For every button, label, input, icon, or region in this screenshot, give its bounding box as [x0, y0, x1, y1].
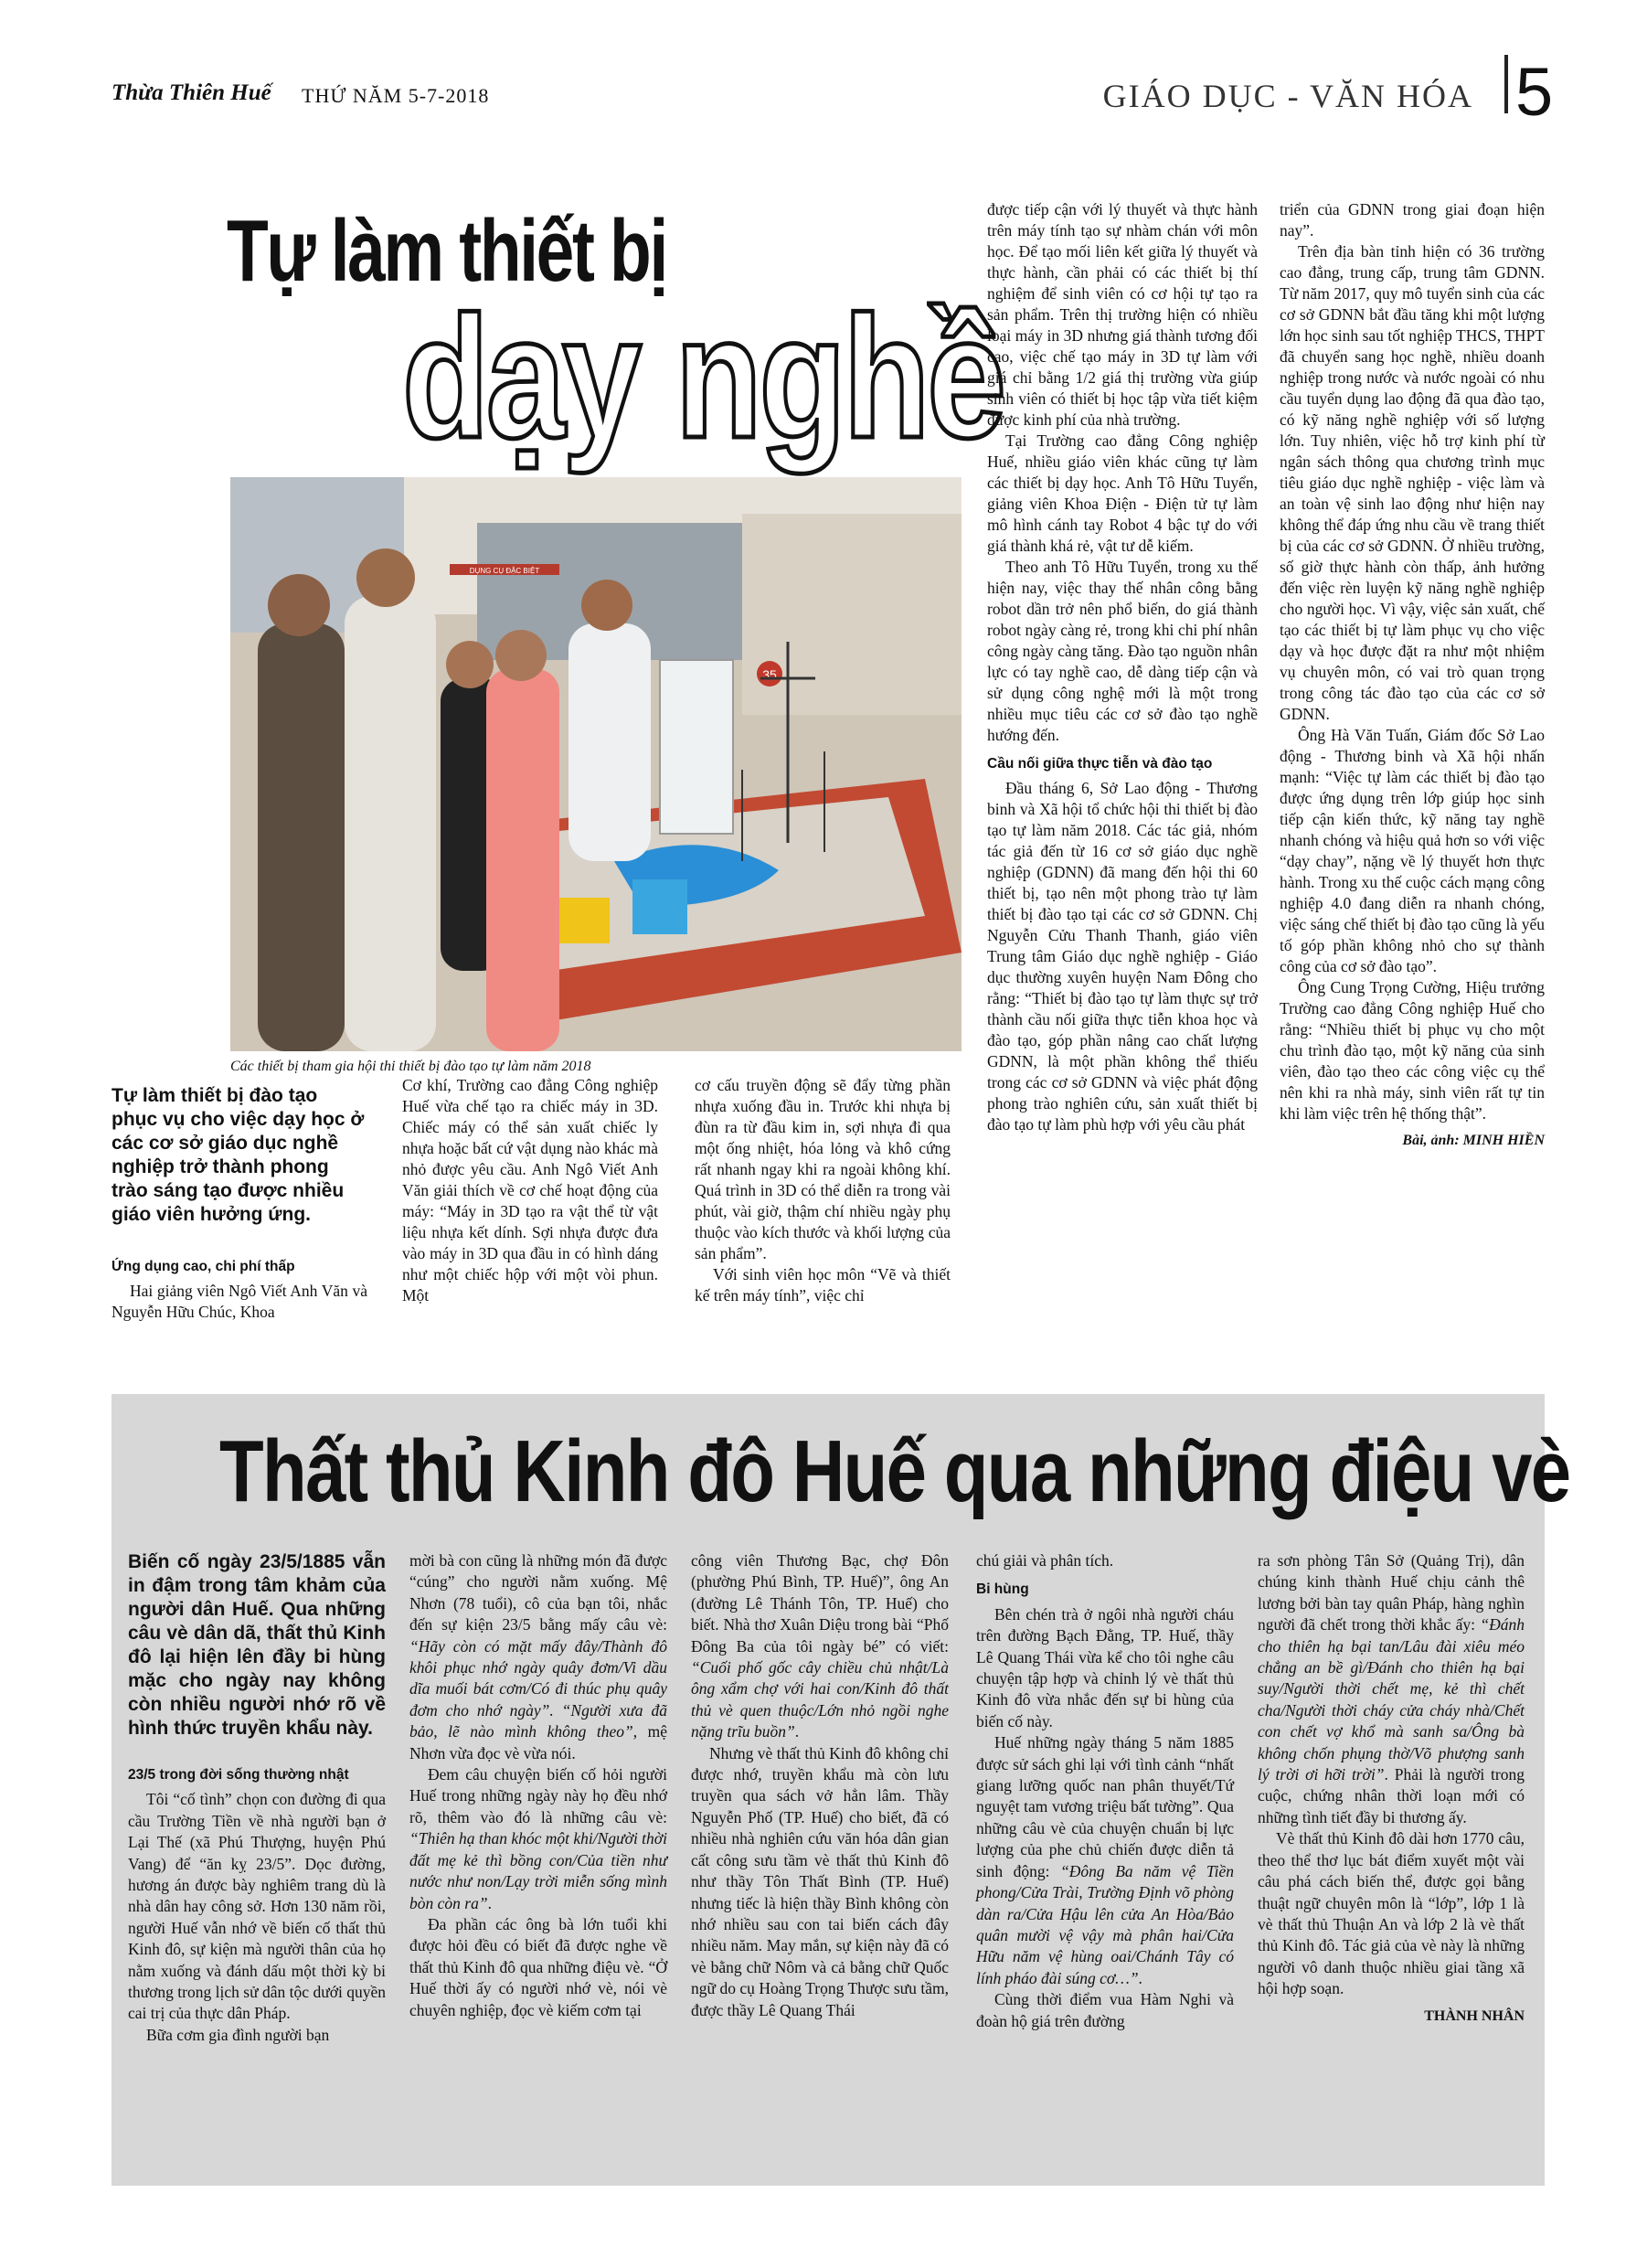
article1-lede: Tự làm thiết bị đào tạo phục vụ cho việc dạy học ở các cơ sở giáo dục nghề nghiệp trở thành phong trào sáng tạo được nhiều giáo viên hưởng ứng.: [112, 1085, 365, 1225]
article2-subhead-2: Bi hùng: [976, 1581, 1029, 1598]
article2-subhead-1: 23/5 trong đời sống thường nhật: [128, 1767, 349, 1783]
article2-text: , mệ Nhơn vừa đọc vè vừa nói.: [409, 1722, 667, 1762]
article2-text: Huế những ngày tháng 5 năm 1885 được sử sách ghi lại với tình cảnh “nhất giang lưỡng quốc nan phân thuyết/Tứ nguyệt tam vương triệu bất tường”. Qua những câu vè của chuyện chuẩn bị lực lượng của phe chủ chiến được diễn tả sinh động:: [976, 1733, 1234, 1880]
article2-paragraph: Nhưng vè thất thủ Kinh đô không chỉ được nhớ, truyền khẩu mà còn lưu truyền qua sách vở hẳn lâm. Thầy Nguyễn Phố (TP. Huế) cho biết, đã có nhiều nhà nghiên cứu văn hóa dân gian cất công sưu tầm vè thất thủ Kinh đô như thầy Tôn Thất Bình (TP. Huế) nhưng tiếc là hiện thầy Bình không còn nhớ nhiều sau con tai biến cách đây nhiều năm. May mắn, sự kiện này đã có vè bằng chữ Nôm và cả bằng chữ Quốc ngữ do cụ Hoàng Trọng Thược sưu tầm, được thầy Lê Quang Thái: [691, 1743, 949, 2019]
article1-paragraph: Ông Hà Văn Tuấn, Giám đốc Sở Lao động - Thương binh và Xã hội nhấn mạnh: “Việc tự làm các thiết bị đào tạo được ứng dụng trên lớp giúp học sinh tiếp cận kiến thức, kỹ năng tay nghề nhanh chóng và hiệu quả hơn so với việc “dạy chay”, nặng về lý thuyết hơn thực hành. Trong xu thế cuộc cách mạng công nghiệp 4.0 đang diễn ra nhanh chóng, việc sáng chế thiết bị đào tạo cũng là yếu tố góp phần không nhỏ cho sự thành công của cơ sở đào tạo”.: [1280, 726, 1545, 975]
article2-paragraph: Đa phần các ông bà lớn tuổi khi được hỏi đều có biết đã được nghe về thất thủ Kinh đô qua những điệu vè. “Ở Huế thời ấy có người nhớ vè, nói vè chuyên nghiệp, đọc vè kiếm cơm tại: [409, 1914, 667, 2019]
article1-column-4: [987, 199, 1258, 1135]
photo-caption: Các thiết bị tham gia hội thi thiết bị đào tạo tự làm năm 2018: [230, 1059, 591, 1074]
model-number-text: 35: [762, 667, 777, 682]
article2-text: ra sơn phòng Tân Sở (Quảng Trị), dân chúng kinh thành Huế chịu cảnh thê lương bởi bàn tay quân Pháp, hàng nghìn người đã chết trong thời khắc ấy:: [1258, 1551, 1525, 1634]
article1-column-5: [1280, 199, 1545, 1151]
article1-title-line1: Tự làm thiết bị: [227, 202, 666, 300]
article2-verse: “Hãy còn có mặt mấy đây/Thành đô khôi phục nhớ ngày quây đơm/Vi dầu dĩa muối bát cơm/Có đi thúc phụ quây đơm cho nhớ ngày”. “Người xưa đã bảo, lẽ nào mình không theo”: [409, 1636, 667, 1741]
article1-paragraph: Cơ khí, Trường cao đẳng Công nghiệp Huế vừa chế tạo ra chiếc máy in 3D. Chiếc máy có thể sản xuất chiếc ly nhựa hoặc bất cứ vật dụng nào khác mà nhỏ được yêu cầu. Anh Ngô Viết Anh Văn giải thích về cơ chế hoạt động của máy: “Máy in 3D tạo ra vật thể từ vật liệu nhựa kết dính. Sợi nhựa được đưa vào máy in 3D qua đầu in có hình dáng như một chiếc hộp với một vòi phun. Một: [402, 1076, 658, 1304]
article2-verse: “Đông Ba năm vệ Tiền phong/Cửa Trài, Trường Định võ phòng dàn ra/Cửa Hậu lên cửa An Hòa/Bảo quân mười vệ vậy mà phân hai/Cửa Hữu năm vệ hùng oai/Chánh Tây có lính pháo đài súng cơ…”: [976, 1861, 1234, 1987]
article2-paragraph: chú giải và phân tích.: [976, 1551, 1114, 1570]
article2-paragraph: [1258, 1550, 1525, 1828]
article1-paragraph: Ông Cung Trọng Cường, Hiệu trưởng Trường cao đẳng Công nghiệp Huế cho rằng: “Nhiều thiết bị phục vụ cho một chu trình đào tạo, một kỹ năng của sinh viên, đào tạo theo các công việc cụ thể nên khi ra nhà máy, sinh viên rất tự tin khi làm việc trên hệ thống thật”.: [1280, 978, 1545, 1123]
header-divider: [1504, 55, 1508, 113]
article1-paragraph: Theo anh Tô Hữu Tuyển, trong xu thế hiện nay, việc thay thế nhân công bằng robot dần trở nên phổ biến, do giá thành robot ngày càng rẻ, trong khi chi phí nhân công ngày càng tăng. Đào tạo nguồn nhân lực có tay nghề cao, dễ dàng tiếp cận và sử dụng công nghệ mới là một trong nhiều mục tiêu các cơ sở đào tạo nghề hướng đến.: [987, 558, 1258, 744]
issue-date: THỨ NĂM 5-7-2018: [302, 84, 490, 107]
article2-text: Đem câu chuyện biến cố hỏi người Huế trong những ngày này họ đều nhớ rõ, thêm vào đó là những câu vè:: [409, 1765, 667, 1826]
article1-byline: Bài, ảnh: MINH HIỀN: [1402, 1133, 1545, 1148]
article1-paragraph: Hai giảng viên Ngô Viết Anh Văn và Nguyễn Hữu Chúc, Khoa: [112, 1282, 367, 1321]
article2-column-5: [1258, 1550, 1525, 2027]
page-number: 5: [1515, 54, 1554, 130]
article2-verse: “Đánh cho thiên hạ bại tan/Lâu đài xiêu méo chẳng an bề gì/Đánh cho thiên hạ bại suy/Người thời chết mẹ, kẻ thì chết cha/Người thời cháy cửa cháy nhà/Chết con chết vợ khổ mà sanh sa/Ông bà không chốn phụng thờ/Võ phượng sanh lý trời ơi hỡi trời”: [1258, 1615, 1525, 1784]
article2-paragraph: [691, 1550, 949, 1743]
article1-title-line2: dạy nghề: [402, 281, 1004, 474]
article2-text: công viên Thương Bạc, chợ Đôn (phường Phú Bình, TP. Huế)”, ông An (đường Lê Thánh Tôn, TP. Huế) cho biết. Nhà thơ Xuân Diệu trong bài “Phố Đông Ba của tôi ngày bé” có viết:: [691, 1551, 949, 1656]
article2-paragraph: [409, 1550, 667, 1764]
article2-paragraph: [409, 1764, 667, 1914]
article1-paragraph: Tại Trường cao đẳng Công nghiệp Huế, nhiều giáo viên khác cũng tự làm các thiết bị dạy học. Anh Tô Hữu Tuyển, giảng viên Khoa Điện - Điện tử tự làm mô hình cánh tay Robot 4 bậc tự do với giá thành khá rẻ, vật tư dễ kiếm.: [987, 431, 1258, 555]
article2-paragraph: [976, 1732, 1234, 1989]
article1-paragraph: Trên địa bàn tỉnh hiện có 36 trường cao đẳng, trung cấp, trung tâm GDNN. Từ năm 2017, quy mô tuyển sinh của các cơ sở GDNN bắt đầu tăng khi một lượng lớn học sinh sau tốt nghiệp THCS, THPT đã chuyển sang học nghề, nhiều doanh nghiệp trong nước và nước ngoài có nhu cầu tuyển dụng lao động đã qua đào tạo, có kỹ năng nghề nghiệp với số lượng lớn. Tuy nhiên, việc hỗ trợ kinh phí từ ngân sách thông qua chương trình mục tiêu giáo dục nghề nghiệp - việc làm và an toàn vệ sinh lao động như hiện nay không thể đáp ứng nhu cầu về trang thiết bị của các cơ sở GDNN. Ở nhiều trường, số giờ thực hành còn thấp, ảnh hưởng đến việc rèn luyện kỹ năng nghề nghiệp cho người học. Vì vậy, việc sản xuất, chế tạo các thiết bị tự làm phục vụ cho việc dạy và học được đặt ra như một nhiệm vụ chuyên môn, có vai trò quan trọng trong công tác đào tạo của các cơ sở GDNN.: [1280, 242, 1545, 723]
article2-paragraph: Tôi “cố tình” chọn con đường đi qua cầu Trường Tiền về nhà người bạn ở Lại Thế (xã Phú Thượng, huyện Phú Vang) để “ăn kỵ 23/5”. Dọc đường, hương án được bày nghiêm trang dù là nhà dân hay công sở. Hơn 130 năm rồi, người Huế vẫn nhớ về biến cố thất thủ Kinh đô, sự kiện mà người thân của họ nằm xuống và đánh dấu một thời kỳ bi thương trong lịch sử dân tộc dưới quyền cai trị của thực dân Pháp.: [128, 1790, 386, 2023]
article2-byline: THÀNH NHÂN: [1424, 2007, 1525, 2024]
article2-text: .: [487, 1893, 492, 1912]
article2-paragraph: Bữa cơm gia đình người bạn: [146, 2025, 330, 2044]
article2-column-4: [976, 1550, 1234, 2032]
article1-paragraph: Đầu tháng 6, Sở Lao động - Thương binh và Xã hội tổ chức hội thi thiết bị đào tạo tự làm năm 2018. Các tác giả, nhóm tác giả đến từ 16 cơ sở giáo dục nghề nghiệp (GDNN) đã mang đến hội thi 60 thiết bị, tạo nên một phong trào tự làm thiết bị đào tạo tại các cơ sở GDNN. Chị Nguyễn Cửu Thanh Thanh, giáo viên Trung tâm Giáo dục nghề nghiệp - Giáo dục thường xuyên huyện Nam Đông cho rằng: “Thiết bị đào tạo tự làm thực sự trở thành cầu nối giữa thực tiễn khoa học và đào tạo, góp phần nâng cao chất lượng GDNN, là một phần không thể thiếu trong các cơ sở GDNN và việc phát động phong trào nghiên cứu, sản xuất thiết bị đào tạo tự làm phù hợp với yêu cầu phát: [987, 779, 1258, 1134]
photo-banner-text: DỤNG CỤ ĐẶC BIỆT: [469, 567, 540, 575]
section-title: GIÁO DỤC - VĂN HÓA: [1102, 78, 1473, 114]
article1-photo: [230, 477, 962, 1051]
article2-title: Thất thủ Kinh đô Huế qua những điệu vè: [219, 1422, 1570, 1520]
article2-column-3: [691, 1550, 949, 2021]
article2-lede: Biến cố ngày 23/5/1885 vẫn in đậm trong tâm khảm của người dân Huế. Qua những câu vè dân dã, thất thủ Kinh đô lại hiện lên đầy bi hùng mặc cho ngày nay không còn nhiều người nhớ rõ về hình thức truyền khẩu này.: [128, 1551, 386, 1739]
article2-text: .: [794, 1722, 800, 1741]
article1-paragraph: được tiếp cận với lý thuyết và thực hành trên máy tính tạo sự nhàm chán với môn học. Để tạo mối liên kết giữa lý thuyết và thực hành, cần phải có các thiết bị thí nghiệm để sinh viên có cơ hội tự tạo ra sản phẩm. Trên thị trường hiện có nhiều loại máy in 3D nhưng giá thành tương đối cao, việc chế tạo máy in 3D tự làm với giá chỉ bằng 1/2 giá thị trường vừa giúp sinh viên có thiết bị học tập vừa tiết kiệm được kinh phí của nhà trường.: [987, 200, 1258, 429]
article2-verse: “Thiên hạ than khóc một khi/Người thời đất mẹ kẻ thì bồng con/Của tiền như nước như non/Lạy trời miễn sống mình bòn còn ra”: [409, 1829, 667, 1912]
article2-paragraph: Vè thất thủ Kinh đô dài hơn 1770 câu, theo thể thơ lục bát điểm xuyết một vài câu phá cách biến thể, được gọi bằng thuật ngữ chuyên môn là “lớp”, lớp 1 là vè thất thủ Thuận An và lớp 2 là vè thất thủ Kinh đô. Tác giả của vè này là những người vô danh thuộc nhiều giai tầng xã hội hợp soạn.: [1258, 1829, 1525, 1998]
article2-text: mời bà con cũng là những món đã được “cúng” cho người nằm xuống. Mệ Nhơn (78 tuổi), cô của bạn tôi, nhắc đến sự kiện 23/5 bằng mấy câu vè:: [409, 1551, 667, 1634]
photo-illustration: [230, 477, 962, 1051]
article2-paragraph: Cùng thời điểm vua Hàm Nghi và đoàn hộ giá trên đường: [976, 1990, 1234, 2030]
article1-paragraph: triển của GDNN trong giai đoạn hiện nay”.: [1280, 200, 1545, 240]
article2-text: .: [1138, 1968, 1142, 1987]
article1-column-2: [402, 1075, 658, 1306]
article1-paragraph: Với sinh viên học môn “Vẽ và thiết kế trên máy tính”, việc chỉ: [695, 1265, 951, 1304]
article2-column-2: [409, 1550, 667, 2021]
article1-subhead-1: Ứng dụng cao, chi phí thấp: [112, 1259, 295, 1274]
article1-paragraph: cơ cấu truyền động sẽ đẩy từng phần nhựa xuống đầu in. Trước khi nhựa bị đùn ra từ đầu kim in, sợi nhựa đi qua một ống nhiệt, hóa lỏng và khô cứng rất nhanh ngay khi ra ngoài không khí. Quá trình in 3D có thể diễn ra trong vài phút, vài giờ, thậm chí nhiều ngày phụ thuộc vào kích thước và khối lượng của sản phẩm”.: [695, 1076, 951, 1262]
masthead: Thừa Thiên Huế: [112, 80, 271, 105]
article2-verse: “Cuối phố gốc cây chiều chủ nhật/Là ông xẩm chợ với hai con/Kinh đô thất thủ vè quen thuộc/Lớn nhỏ ngồi nghe nặng trĩu buồn”: [691, 1658, 949, 1741]
article2-text: . Phải là người trong cuộc, chứng nhân thời loạn mới có những tình tiết đầy bi thương ấy.: [1258, 1765, 1525, 1826]
article1-column-3: [695, 1075, 951, 1306]
article1-subhead-2: Cầu nối giữa thực tiễn và đào tạo: [987, 756, 1213, 772]
article2-paragraph: Bên chén trà ở ngôi nhà người cháu trên đường Bạch Đằng, TP. Huế, thầy Lê Quang Thái vừa kể cho tôi nghe câu chuyện tập hợp và chỉnh lý vè thất thủ Kinh đô vừa nhắc đến sự bi hùng của biến cố này.: [976, 1604, 1234, 1730]
article2-column-1: [128, 1550, 386, 2046]
article1-column-1: [112, 1084, 367, 1323]
